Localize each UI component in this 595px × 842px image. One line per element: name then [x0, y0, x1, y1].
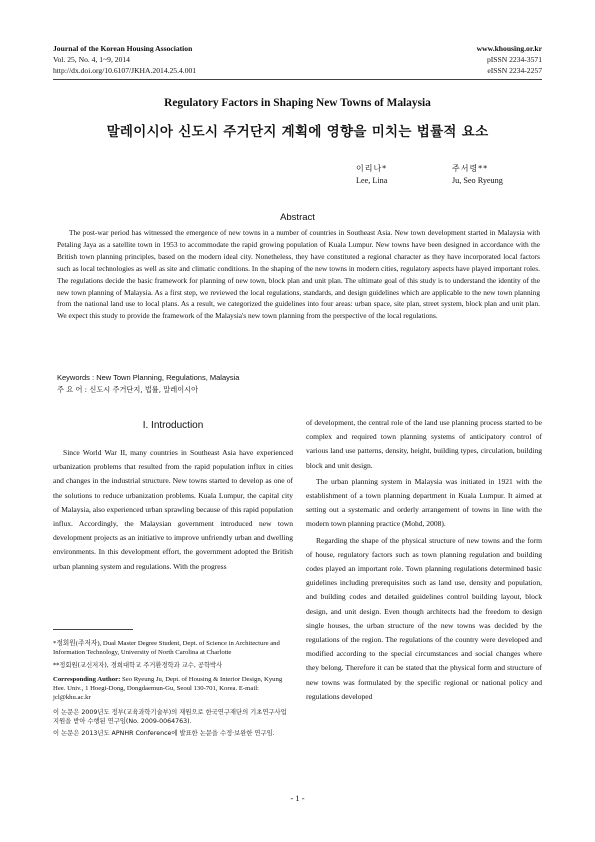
corresponding-author-label: Corresponding Author:: [53, 675, 121, 683]
keywords-value: New Town Planning, Regulations, Malaysia: [96, 373, 240, 382]
paper-title-ko: 말레이시아 신도시 주거단지 계획에 영향을 미치는 법률적 요소: [106, 124, 489, 140]
keywords-ko-label: 주 요 어 :: [57, 385, 90, 394]
author-2-name-en: Ju, Seo Ryeung: [452, 176, 503, 185]
body-paragraph: of development, the central role of the land use planning process started to be complex and required town planning systems of anticipatory control of various land use patterns, density, height, building types, circulation, building block and unit design.: [306, 418, 542, 470]
author-2: [452, 163, 503, 187]
footnote-author-2: **정회원(교신저자), 경희대학교 주거환경학과 교수, 공학박사: [53, 661, 223, 669]
corresponding-author-text: Seo Ryeung Ju, Dept. of Housing & Interior Design, Kyung Hee. Univ., 1 Hoegi-Dong, Dongdaemun-Gu, Seoul 130-701, Korea. E-mail: jcl@khu.ac.kr: [53, 675, 283, 702]
author-1-name-en: Lee, Lina: [356, 176, 388, 185]
eissn: eISSN 2234-2257: [487, 66, 542, 75]
doi-link[interactable]: http://dx.doi.org/10.6107/JKHA.2014.25.4.001: [53, 66, 197, 75]
journal-name: Journal of the Korean Housing Association: [53, 44, 193, 53]
paper-title-en: Regulatory Factors in Shaping New Towns of Malaysia: [164, 97, 431, 109]
conference-note: 이 논문은 2013년도 APNHR Conference에 발표한 논문을 수정·보완한 연구임.: [53, 730, 275, 738]
body-paragraph: Since World War II, many countries in Southeast Asia have experienced urbanization problems that resulted from the rapid population influx in cities and changes in the industrial structure. New towns started to develop as one of the solutions to reduce urbanization problems. Kuala Lumpur, the capital city of Malaysia, also experienced urban sprawling because of this rapid population influx. Accordingly, the Malaysian government introduced new town development projects as an initiative to improve unfriendly urban and dwelling environments. In this development effort, the government adopted the British urban planning system and regulations. With the progress: [53, 448, 293, 571]
left-column: [53, 446, 293, 574]
body-paragraph: The urban planning system in Malaysia was initiated in 1921 with the establishment of a town planning department in Kuala Lumpur. It aimed at setting out a systematic and orderly arrangement of towns in line with the modern town planning practice (Mohd, 2008).: [306, 476, 542, 529]
footnote-author-1: *정회원(주저자), Dual Master Degree Student, Dept. of Science in Architecture and Information Technology, University of North Carolina at Charlotte: [53, 640, 280, 657]
page-number: - 1 -: [290, 793, 305, 803]
journal-volume: Vol. 25, No. 4, 1~9, 2014: [53, 55, 130, 64]
abstract-text: The post-war period has witnessed the emergence of new towns in a number of countries in Southeast Asia. New town development started in Malaysia with Petaling Jaya as a satellite town in 1953 to accommodate the rapid growing population of Kuala Lumpur. New towns have been designed in accordance with the British town planning principles, based on the modern ideal city. Nonetheless, they have constituted a regional character as they have incorporated local factors such as local technologies as well as site and climatic conditions. In the shaping of the new towns in modern cities, regulatory aspects have played important roles. The regulations decide the basic framework for planning of new town, block plan and unit plan. The ultimate goal of this study is to understand the identity of the new town planning of Malaysia. As a first step, we reviewed the local regulations, standards, and design guidelines which are applicable to the new town planning from the national land use to local plans. As a result, we categorized the guidelines into four areas: urban space, site plan, street system, block plan and unit plan. We expect this study to provide the framework of the Malaysia's new town planning from the perspective of the local regulations.: [57, 228, 540, 321]
abstract-heading: Abstract: [280, 212, 315, 223]
journal-website[interactable]: www.khousing.or.kr: [476, 44, 542, 53]
footnote-rule: [53, 629, 133, 630]
funding-note: 이 논문은 2009년도 정부(교육과학기술부)의 재원으로 한국연구재단의 기초연구사업 지원을 받아 수행된 연구임(No. 2009-0064763).: [53, 708, 287, 726]
author-2-name-ko: 주서령**: [452, 164, 489, 173]
right-column: [306, 416, 542, 704]
header-rule: [53, 79, 542, 80]
keywords-ko: [57, 384, 198, 396]
section-heading: I. Introduction: [142, 420, 204, 431]
keywords: [57, 372, 239, 384]
corresponding-author: [53, 675, 293, 703]
keywords-ko-value: 신도시 주거단지, 법률, 말레이시아: [89, 385, 199, 394]
body-paragraph: Regarding the shape of the physical structure of new towns and the form of house, regulatory factors such as town planning regulation and building codes played an important role. Town planning regulations determined basic guidelines including prerequisites such as land use, density and population, and building codes and detailed guidelines control building layout, block design, and unit design. Even though architects had the freedom to design single houses, the urban structure of the new towns was decided by the regulations of the region. The regulations of the country were developed and modified according to the special circumstances and social changes where they belong. Therefore it can be stated that the physical form and structure of new towns was formulated by the specific regional or national policy and regulations developed: [306, 535, 542, 701]
author-1-name-ko: 이리나*: [356, 164, 388, 173]
keywords-label: Keywords :: [57, 373, 97, 382]
footnotes: [53, 639, 293, 742]
author-1: [356, 163, 387, 187]
pissn: pISSN 2234-3571: [486, 55, 542, 64]
